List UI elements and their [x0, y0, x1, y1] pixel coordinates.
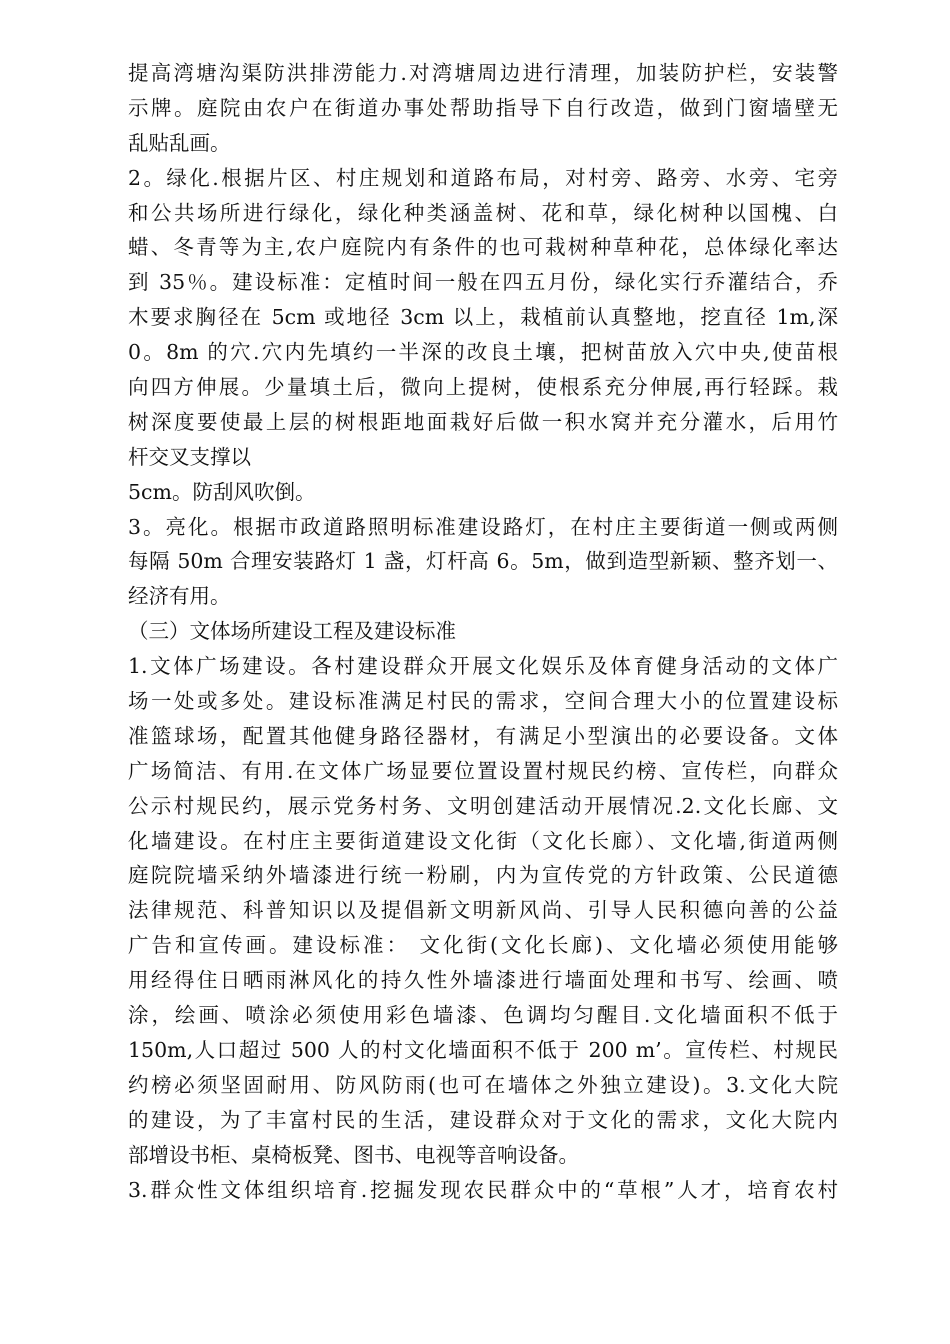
text-line: 3。亮化。根据市政道路照明标准建设路灯，在村庄主要街道一侧或两侧 [128, 514, 838, 539]
text-line: 每隔 50m 合理安装路灯 1 盏，灯杆高 6。5m，做到造型新颖、整齐划一、 [128, 549, 838, 574]
text-line: 场一处或多处。建设标准满足村民的需求，空间合理大小的位置建设标 [128, 689, 838, 714]
text-line: 5cm。防刮风吹倒。 [128, 479, 316, 504]
text-line: 准篮球场，配置其他健身路径器材，有满足小型演出的必要设备。文体 [128, 723, 838, 748]
text-line: 用经得住日晒雨淋风化的持久性外墙漆进行墙面处理和书写、绘画、喷 [128, 968, 838, 993]
text-line: 庭院院墙采纳外墙漆进行统一粉刷，内为宣传党的方针政策、公民道德 [128, 863, 838, 888]
text-line: 部增设书柜、桌椅板凳、图书、电视等音响设备。 [128, 1142, 579, 1167]
text-line: 约榜必须坚固耐用、防风防雨(也可在墙体之外独立建设)。3.文化大院 [128, 1072, 838, 1097]
text-line: 法律规范、科普知识以及提倡新文明新风尚、引导人民积德向善的公益 [128, 898, 838, 923]
text-line: 蜡、冬青等为主,农户庭院内有条件的也可栽树种草种花，总体绿化率达 [128, 235, 838, 260]
text-line: 2。绿化.根据片区、村庄规划和道路布局，对村旁、路旁、水旁、宅旁 [128, 165, 838, 190]
document-body-text [128, 56, 838, 1207]
text-line: 树深度要使最上层的树根距地面栽好后做一积水窝并充分灌水，后用竹 [128, 409, 838, 434]
text-line: 的建设，为了丰富村民的生活，建设群众对于文化的需求，文化大院内 [128, 1107, 838, 1132]
text-line: 化墙建设。在村庄主要街道建设文化街（文化长廊）、文化墙,街道两侧 [128, 828, 838, 853]
text-line: 杆交叉支撑以 [128, 444, 251, 469]
text-line: （三）文体场所建设工程及建设标准 [128, 619, 456, 644]
text-line: 示牌。庭院由农户在街道办事处帮助指导下自行改造，做到门窗墙壁无 [128, 95, 838, 120]
text-line: 经济有用。 [128, 584, 231, 609]
text-line: 木要求胸径在 5cm 或地径 3cm 以上，栽植前认真整地，挖直径 1m,深 [128, 305, 838, 330]
text-line: 涂，绘画、喷涂必须使用彩色墙漆、色调均匀醒目.文化墙面积不低于 [128, 1003, 838, 1028]
text-line: 向四方伸展。少量填土后，微向上提树，使根系充分伸展,再行轻踩。栽 [128, 375, 838, 400]
text-line: 1.文体广场建设。各村建设群众开展文化娱乐及体育健身活动的文体广 [128, 654, 838, 679]
text-line: 150m,人口超过 500 人的村文化墙面积不低于 200 m’。宣传栏、村规民 [128, 1037, 838, 1062]
text-line: 广场简洁、有用.在文体广场显要位置设置村规民约榜、宣传栏，向群众 [128, 758, 838, 783]
text-line: 乱贴乱画。 [128, 130, 231, 155]
text-line: 广告和宣传画。建设标准： 文化街(文化长廊)、文化墙必须使用能够 [128, 933, 838, 958]
text-line: 和公共场所进行绿化，绿化种类涵盖树、花和草，绿化树种以国槐、白 [128, 200, 838, 225]
text-line: 提高湾塘沟渠防洪排涝能力.对湾塘周边进行清理，加装防护栏，安装警 [128, 61, 838, 85]
text-line: 3.群众性文体组织培育.挖掘发现农民群众中的“草根”人才，培育农村 [128, 1177, 838, 1202]
text-line: 到 35％。建设标准：定植时间一般在四五月份，绿化实行乔灌结合，乔 [128, 270, 838, 295]
text-line: 公示村规民约，展示党务村务、文明创建活动开展情况.2.文化长廊、文 [128, 793, 838, 818]
text-line: 0。8m 的穴.穴内先填约一半深的改良土壤，把树苗放入穴中央,使苗根 [128, 340, 838, 365]
